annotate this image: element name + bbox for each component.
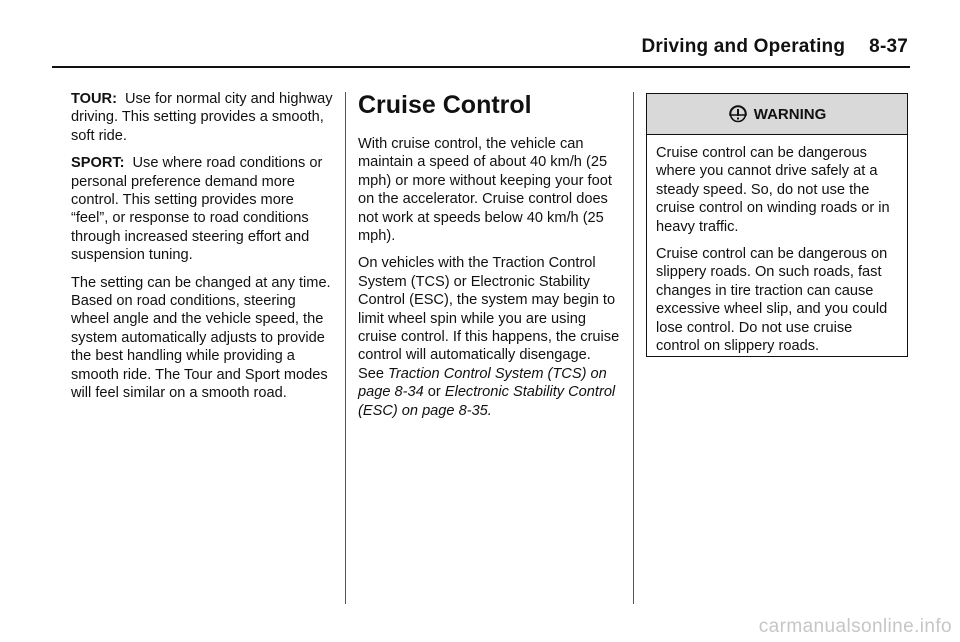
warning-icon [728,104,748,124]
esc-reference-link[interactable]: Electronic Stability Control (ESC) on page 8-35. [358,384,616,419]
setting-paragraph: The setting can be changed at any time. Based on road conditions, steering wheel angle and the vehicle speed, the system automatically adjusts to provide the best handling while providing a smooth ride. The Tour and Sport modes will feel similar on a smooth road. [71,274,331,402]
section-name: Driving and Operating [641,36,846,57]
page-number: 8-37 [869,36,908,57]
tour-text: Use for normal city and highway driving. This setting provides a smooth, soft ride. [71,91,333,144]
sport-term: SPORT: [71,155,125,172]
left-column [71,90,333,412]
tcs-reference-link[interactable]: Traction Control System (TCS) on page 8-34 [358,365,607,401]
header-rule [52,66,910,68]
page-header [641,36,908,58]
sport-paragraph [71,154,333,264]
column-divider [633,92,634,604]
warning-box [646,93,908,357]
column-divider [345,92,346,604]
tcs-paragraph [358,254,620,420]
tour-term: TOUR: [71,91,117,107]
warning-heading: WARNING [753,105,827,123]
middle-column [358,90,620,429]
warning-paragraph-1: Cruise control can be dangerous where you cannot drive safely at a steady speed. So, do not use the cruise control on winding roads or in heavy traffic. [656,145,890,235]
warning-paragraph-2: Cruise control can be dangerous on slippery roads. On such roads, fast changes in tire traction can cause excessive wheel slip, and you could lose control. Do not use cruise control on slippery roads. [656,246,888,355]
section-title: Cruise Control [358,91,532,119]
sport-text: Use where road conditions or personal preference demand more control. This setting provides more “feel”, or response to road conditions through increased steering effort and suspension tuning. [71,155,323,264]
tour-paragraph [71,90,333,145]
tcs-text: On vehicles with the Traction Control System (TCS) or Electronic Stability Control (ESC), the system may begin to limit wheel spin while you are using cruise control. If this happens, the cruise control will automatically disengage. See [358,255,620,382]
watermark: carmanualsonline.info [758,616,952,637]
warning-body [647,135,907,355]
cruise-intro-paragraph: With cruise control, the vehicle can maintain a speed of about 40 km/h (25 mph) or more without keeping your foot on the accelerator. Cruise control does not work at speeds below 40 km/h (25 mph). [358,136,612,245]
reference-join: or [427,384,441,401]
warning-header [647,94,907,135]
